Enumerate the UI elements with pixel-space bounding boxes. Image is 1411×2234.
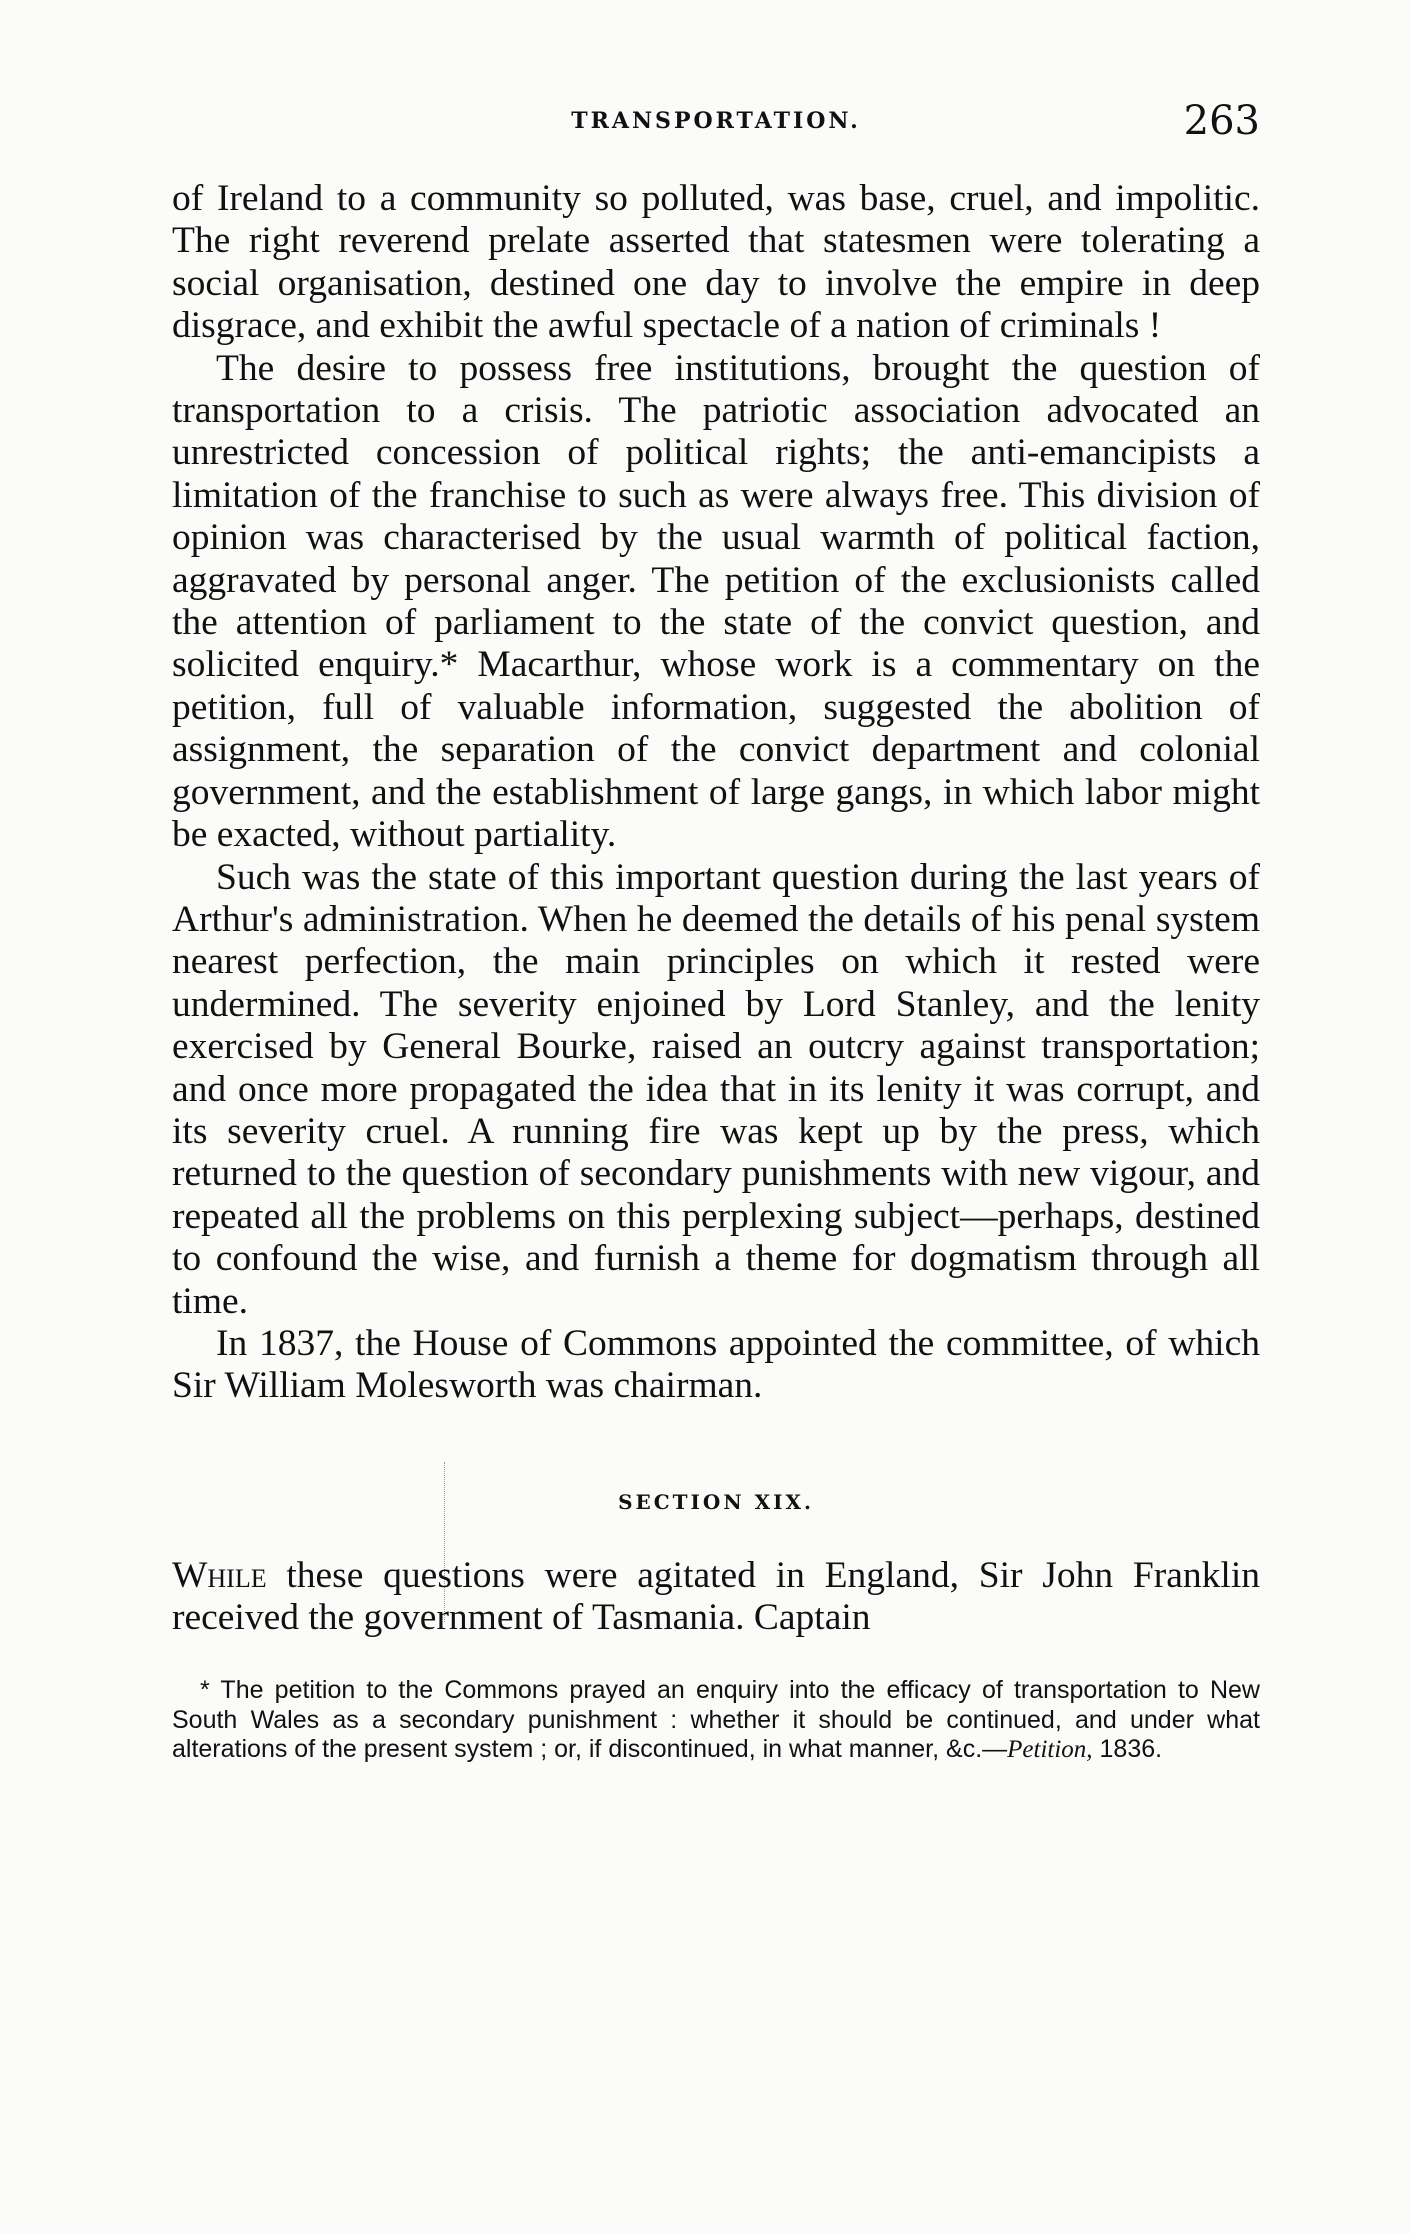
running-head [172, 98, 1260, 158]
section-body [172, 1555, 1260, 1640]
section-heading: SECTION XIX. [618, 1490, 814, 1514]
section-paragraph [172, 1555, 1260, 1640]
paragraph-4: In 1837, the House of Commons appointed the committee, of which Sir William Molesworth was chairman. [172, 1322, 1260, 1407]
footnote-citation: Petition, [1007, 1736, 1093, 1763]
paragraph-1: of Ireland to a community so polluted, was base, cruel, and impolitic. The right reverend prelate asserted that statesmen were tolerating a social organisation, destined one day to involve the empire in deep disgrace, and exhibit the awful spectacle of a nation of criminals ! [172, 178, 1260, 347]
footnote-text: * The petition to the Commons prayed an enquiry into the efficacy of transportation to New South Wales as a secondary punishment : whether it should be continued, and under what alterations of the present system ; or, if discontinued, in what manner, &c.— [172, 1676, 1260, 1763]
body-text [172, 178, 1260, 1408]
footnote-paragraph [172, 1676, 1260, 1765]
section-lead-word: While [172, 1555, 267, 1596]
running-title: TRANSPORTATION. [571, 108, 861, 134]
paragraph-2: The desire to possess free institutions, brought the question of transportation to a crisis. The patriotic association advocated an unrestricted concession of political rights; the anti-emancipists a limitation of the franchise to such as were always free. This division of opinion was characterised by the usual warmth of political faction, aggravated by personal anger. The petition of the exclusionists called the attention of parliament to the state of the convict question, and solicited enquiry.* Macarthur, whose work is a commentary on the petition, full of valuable information, suggested the abolition of assignment, the separation of the convict department and colonial government, and the establishment of large gangs, in which labor might be exacted, without partiality. [172, 347, 1260, 856]
paragraph-3: Such was the state of this important question during the last years of Arthur's administration. When he deemed the details of his penal system nearest perfection, the main principles on which it rested were undermined. The severity enjoined by Lord Stanley, and the lenity exercised by General Bourke, raised an outcry against transportation; and once more propagated the idea that in its lenity it was corrupt, and its severity cruel. A running fire was kept up by the press, which returned to the question of secondary punishments with new vigour, and repeated all the problems on this perplexing subject—perhaps, destined to confound the wise, and furnish a theme for dogmatism through all time. [172, 856, 1260, 1322]
footnote [172, 1676, 1260, 1765]
page-number: 263 [1183, 98, 1260, 144]
footnote-year: 1836. [1092, 1735, 1163, 1763]
section-text: these questions were agitated in England, Sir John Franklin received the government of Tasmania. Captain [172, 1555, 1260, 1639]
